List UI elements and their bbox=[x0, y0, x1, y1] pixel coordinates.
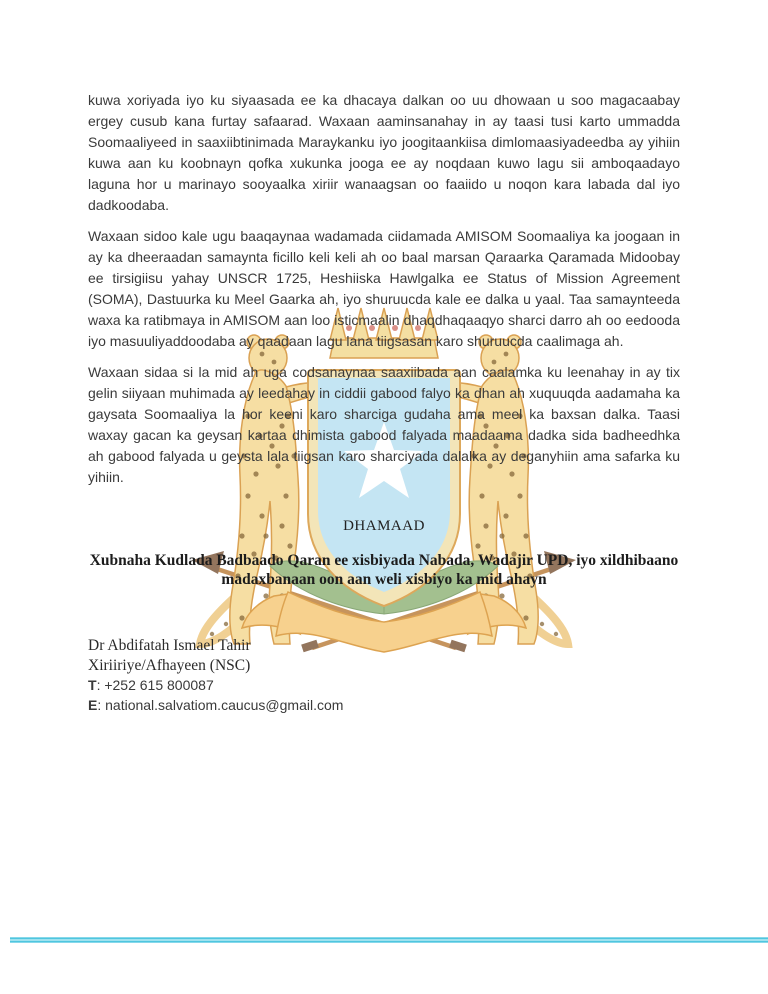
footer-rule bbox=[10, 937, 768, 943]
contact-phone bbox=[88, 675, 680, 695]
body-paragraph: Waxaan sidaa si la mid ah uga codsanaynaa saaxiibada aan caalamka ku leenahay in ay tix gelin siiyaan muhimada ay leedahay in ciddii gabood falyo ka dhan ah xuquuqda aadamaha ka gaysata Soomaaliya la hor keeni karo sharciga gudaha ama meel ka baxsan dalka. Taasi waxay gacan ka geysan kartaa dhimista gabood falyada maadaama dadka sida badheedhka ah gabood falyada u geysta lala tiigsan karo sharciyada dalalka ay deganyhiin ama safarka ku yihiin. bbox=[88, 364, 680, 485]
body-paragraph: kuwa xoriyada iyo ku siyaasada ee ka dhacaya dalkan oo uu dhowaan u soo magacaabay ergey cusub kana furtay safaarad. Waxaan aaminsanahay in ay taasi tusi karto ummadda Soomaaliyeed in saaxiibtinimada Maraykanku iyo joogitaankiisa dimlomaasiyadeedba ay yihiin kuwa aan ku koobnayn qofka xukunka jooga ee ay noqdaan kuwo lagu sii amboqaadayo laguna hor u marinayo sooyaalka xiriir wanaagsan oo faaiido u noqon kara labada dal iyo dadkoodaba. bbox=[88, 92, 680, 213]
document-body bbox=[88, 90, 680, 715]
contact-name: Dr Abdifatah Ismael Tahir bbox=[88, 637, 251, 654]
contact-block bbox=[88, 636, 680, 715]
phone-value: : +252 615 800087 bbox=[96, 677, 214, 693]
press-release-title bbox=[88, 551, 680, 589]
phone-label: T bbox=[88, 677, 97, 693]
press-release-title-line: Xubnaha Kudlada Badbaado Qaran ee xisbiyada Nabada, Wadajir UPD, iyo xildhibaano bbox=[89, 552, 679, 569]
email-value: : national.salvatiom.caucus@gmail.com bbox=[97, 697, 344, 713]
contact-role: Xiriiriye/Afhayeen (NSC) bbox=[88, 656, 251, 674]
press-release-title-line: madaxbanaan oon aan weli xisbiyo ka mid ahayn bbox=[221, 571, 547, 588]
end-marker: DHAMAAD bbox=[343, 518, 425, 534]
contact-email bbox=[88, 695, 680, 715]
email-label: E bbox=[88, 697, 98, 713]
body-paragraph: Waxaan sidoo kale ugu baaqaynaa wadamada ciidamada AMISOM Soomaaliya ka joogaan in ay ka dheeraadan samaynta ficillo keli keli ah oo baal marsan Qaraarka Qaramada Midoobay ee tirsigiisu yahay UNSCR 1725, Heshiiska Hawlgalka ee Status of Mission Agreement (SOMA), Dastuurka ku Meel Gaarka ah, iyo shuruucda kale ee dalka u yaal. Taa samaynteeda waxa ka ratibmaya in AMISOM aan loo isticmaalin dhaqdhaqaaqyo sharci darro ah oo eedooda iyo masuuliyaddoodaba ay qaadaan lagu lana tiigsasan karo shuruucda caalimaga ah. bbox=[88, 228, 680, 349]
